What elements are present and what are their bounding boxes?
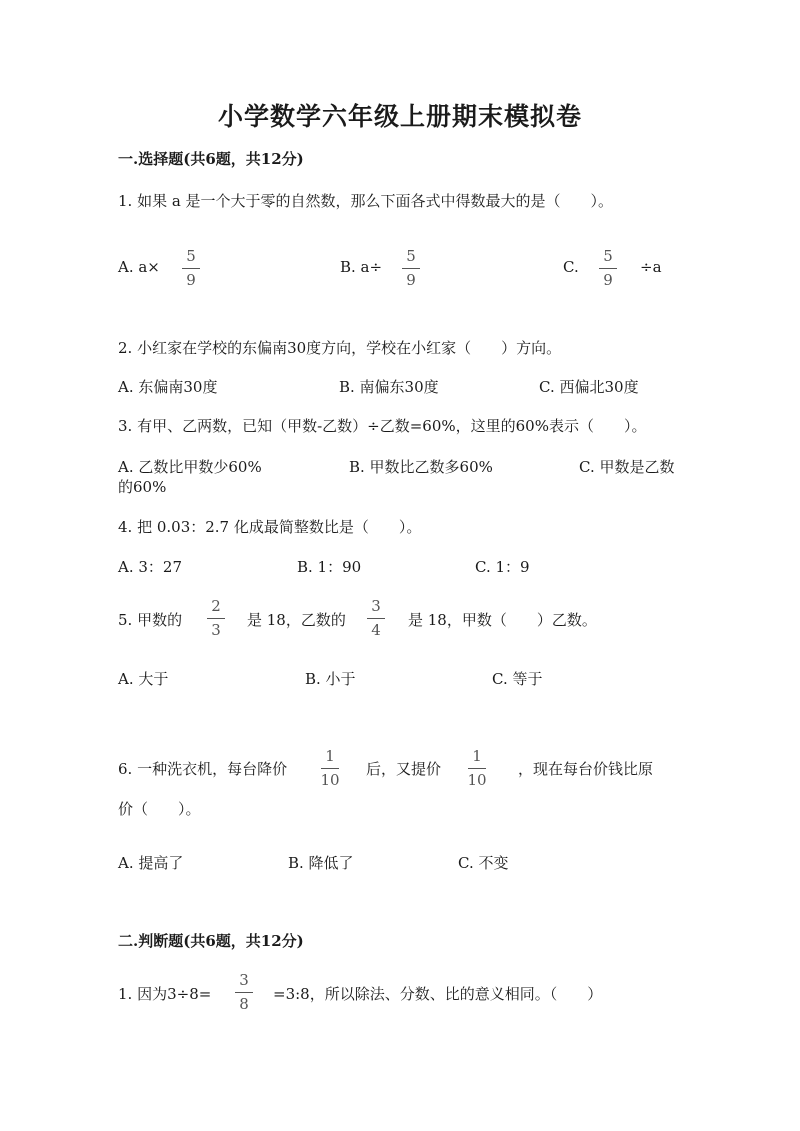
q1-option-c-fraction <box>597 248 619 289</box>
question-2-text: 2. 小红家在学校的东偏南30度方向，学校在小红家（ ）方向。 <box>118 339 562 357</box>
q5-option-c: C. 等于 <box>492 670 543 688</box>
fraction-denominator: 10 <box>320 771 340 789</box>
q3-option-b: B. 甲数比乙数多60% <box>349 458 493 476</box>
question-3-text: 3. 有甲、乙两数，已知（甲数-乙数）÷乙数=60%，这里的60%表示（ ）。 <box>118 417 647 435</box>
question-5-middle: 是 18，乙数的 <box>247 611 346 629</box>
q3-option-c: C. 甲数是乙数 <box>579 458 675 476</box>
q5-option-b: B. 小于 <box>305 670 356 688</box>
q6-fraction-1 <box>319 748 341 789</box>
q2-option-c: C. 西偏北30度 <box>539 378 639 396</box>
fraction-bar <box>599 268 617 269</box>
fraction-denominator: 8 <box>239 995 249 1013</box>
fraction-numerator: 2 <box>211 597 221 615</box>
q1-option-b-label: B. a÷ <box>340 258 383 276</box>
q2-option-a: A. 东偏南30度 <box>118 378 218 396</box>
q3-option-c-continued: 的60% <box>118 478 167 496</box>
q1-option-a-fraction <box>180 248 202 289</box>
judgement-1-suffix: =3:8，所以除法、分数、比的意义相同。（ ） <box>273 985 603 1003</box>
q4-option-c: C. 1：9 <box>475 558 530 576</box>
fraction-bar <box>468 768 486 769</box>
section-heading-choice: 一.选择题(共6题，共12分) <box>118 150 304 168</box>
judgement-1-prefix: 1. 因为3÷8= <box>118 985 212 1003</box>
fraction-bar <box>207 618 225 619</box>
question-5-suffix: 是 18，甲数（ ）乙数。 <box>408 611 597 629</box>
fraction-numerator: 5 <box>603 247 613 265</box>
fraction-denominator: 4 <box>371 621 381 639</box>
fraction-numerator: 5 <box>406 247 416 265</box>
fraction-bar <box>182 268 200 269</box>
question-6-prefix: 6. 一种洗衣机，每台降价 <box>118 760 288 778</box>
page-title: 小学数学六年级上册期末模拟卷 <box>217 102 582 131</box>
q1-option-c-label: C. <box>563 258 579 276</box>
fraction-numerator: 1 <box>325 747 335 765</box>
section-heading-judgement: 二.判断题(共6题，共12分) <box>118 932 304 950</box>
q2-option-b: B. 南偏东30度 <box>339 378 439 396</box>
q3-option-a: A. 乙数比甲数少60% <box>118 458 262 476</box>
q5-fraction-1 <box>205 598 227 639</box>
question-6-continued: 价（ ）。 <box>118 800 201 818</box>
fraction-numerator: 5 <box>186 247 196 265</box>
fraction-bar <box>235 992 253 993</box>
question-4-text: 4. 把 0.03：2.7 化成最简整数比是（ ）。 <box>118 518 422 536</box>
j1-fraction <box>233 972 255 1013</box>
fraction-bar <box>367 618 385 619</box>
question-6-suffix: ，现在每台价钱比原 <box>518 760 654 778</box>
question-1-text: 1. 如果 a 是一个大于零的自然数，那么下面各式中得数最大的是（ ）。 <box>118 192 614 210</box>
fraction-numerator: 3 <box>371 597 381 615</box>
q1-option-c-suffix: ÷a <box>640 258 662 276</box>
q6-option-a: A. 提高了 <box>118 854 184 872</box>
fraction-bar <box>402 268 420 269</box>
fraction-denominator: 9 <box>603 271 613 289</box>
fraction-denominator: 9 <box>186 271 196 289</box>
fraction-bar <box>321 768 339 769</box>
fraction-denominator: 9 <box>406 271 416 289</box>
question-5-prefix: 5. 甲数的 <box>118 611 183 629</box>
q5-fraction-2 <box>365 598 387 639</box>
q1-option-b-fraction <box>400 248 422 289</box>
fraction-numerator: 1 <box>472 747 482 765</box>
fraction-denominator: 10 <box>467 771 487 789</box>
q6-option-b: B. 降低了 <box>288 854 354 872</box>
q6-fraction-2 <box>466 748 488 789</box>
q6-option-c: C. 不变 <box>458 854 509 872</box>
fraction-numerator: 3 <box>239 971 249 989</box>
question-6-middle: 后，又提价 <box>366 760 442 778</box>
q4-option-b: B. 1：90 <box>297 558 362 576</box>
q1-option-a-label: A. a× <box>118 258 160 276</box>
q5-option-a: A. 大于 <box>118 670 169 688</box>
q4-option-a: A. 3：27 <box>118 558 182 576</box>
fraction-denominator: 3 <box>211 621 221 639</box>
